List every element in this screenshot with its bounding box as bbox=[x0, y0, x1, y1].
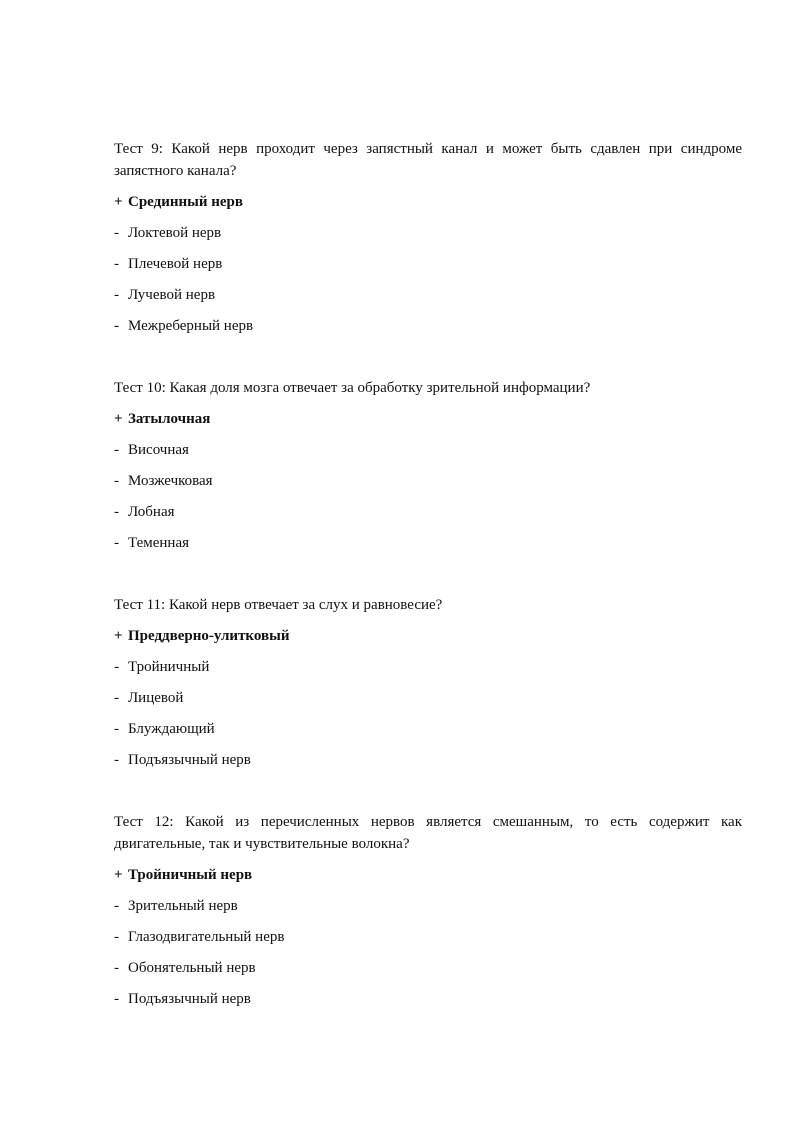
answer-marker: - bbox=[114, 318, 119, 334]
answer-marker: - bbox=[114, 256, 119, 272]
answer-text: Обонятельный нерв bbox=[128, 960, 256, 976]
answer-marker: - bbox=[114, 991, 119, 1007]
answer-text: Преддверно-улитковый bbox=[128, 628, 290, 644]
answer-marker: - bbox=[114, 473, 119, 489]
answer-text: Лицевой bbox=[128, 690, 184, 706]
answer-marker: + bbox=[114, 628, 123, 644]
answer-text: Плечевой нерв bbox=[128, 256, 223, 272]
answer-marker: - bbox=[114, 287, 119, 303]
answer-option bbox=[114, 656, 742, 678]
answer-text: Межреберный нерв bbox=[128, 318, 254, 334]
answer-option bbox=[114, 222, 742, 244]
answer-option bbox=[114, 470, 742, 492]
answer-option bbox=[114, 315, 742, 337]
test-9 bbox=[114, 138, 742, 337]
answer-marker: + bbox=[114, 194, 123, 210]
answer-text: Теменная bbox=[128, 535, 190, 551]
question-text: Тест 10: Какая доля мозга отвечает за обработку зрительной информации? bbox=[114, 380, 591, 396]
answer-marker: - bbox=[114, 504, 119, 520]
answer-marker: - bbox=[114, 690, 119, 706]
answer-option bbox=[114, 718, 742, 740]
answer-text: Тройничный bbox=[128, 659, 210, 675]
answer-marker: + bbox=[114, 411, 123, 427]
question-text: Тест 11: Какой нерв отвечает за слух и равновесие? bbox=[114, 597, 443, 613]
answer-option bbox=[114, 988, 742, 1010]
answer-correct bbox=[114, 191, 742, 213]
answer-option bbox=[114, 253, 742, 275]
answer-option bbox=[114, 439, 742, 461]
answer-marker: - bbox=[114, 721, 119, 737]
answer-text: Зрительный нерв bbox=[128, 898, 238, 914]
answer-option bbox=[114, 687, 742, 709]
answer-text: Мозжечковая bbox=[128, 473, 213, 489]
answer-text: Височная bbox=[128, 442, 189, 458]
answer-text: Глазодвигательный нерв bbox=[128, 929, 285, 945]
answer-option bbox=[114, 532, 742, 554]
answer-correct bbox=[114, 864, 742, 886]
answer-marker: - bbox=[114, 752, 119, 768]
question-text: Тест 9: Какой нерв проходит через запястный канал и может быть сдавлен при синдроме запястного канала? bbox=[114, 141, 742, 179]
answer-text: Тройничный нерв bbox=[128, 867, 253, 883]
answer-text: Лобная bbox=[128, 504, 175, 520]
answer-correct bbox=[114, 625, 742, 647]
answer-marker: - bbox=[114, 898, 119, 914]
question-text: Тест 12: Какой из перечисленных нервов является смешанным, то есть содержит как двигательные, так и чувствительные волокна? bbox=[114, 814, 742, 852]
test-12 bbox=[114, 811, 742, 1010]
answer-text: Локтевой нерв bbox=[128, 225, 222, 241]
answer-option bbox=[114, 895, 742, 917]
answer-option bbox=[114, 284, 742, 306]
answer-correct bbox=[114, 408, 742, 430]
document-page bbox=[114, 138, 742, 1010]
test-10 bbox=[114, 377, 742, 554]
answer-text: Подъязычный нерв bbox=[128, 752, 251, 768]
answer-option bbox=[114, 501, 742, 523]
answer-marker: - bbox=[114, 442, 119, 458]
answer-marker: + bbox=[114, 867, 123, 883]
answer-marker: - bbox=[114, 929, 119, 945]
answer-text: Блуждающий bbox=[128, 721, 215, 737]
answer-marker: - bbox=[114, 960, 119, 976]
answer-marker: - bbox=[114, 659, 119, 675]
answer-text: Подъязычный нерв bbox=[128, 991, 251, 1007]
answer-option bbox=[114, 749, 742, 771]
answer-text: Затылочная bbox=[128, 411, 211, 427]
answer-marker: - bbox=[114, 535, 119, 551]
answer-option bbox=[114, 957, 742, 979]
test-11 bbox=[114, 594, 742, 771]
answer-marker: - bbox=[114, 225, 119, 241]
answer-text: Лучевой нерв bbox=[128, 287, 216, 303]
answer-option bbox=[114, 926, 742, 948]
answer-text: Срединный нерв bbox=[128, 194, 243, 210]
